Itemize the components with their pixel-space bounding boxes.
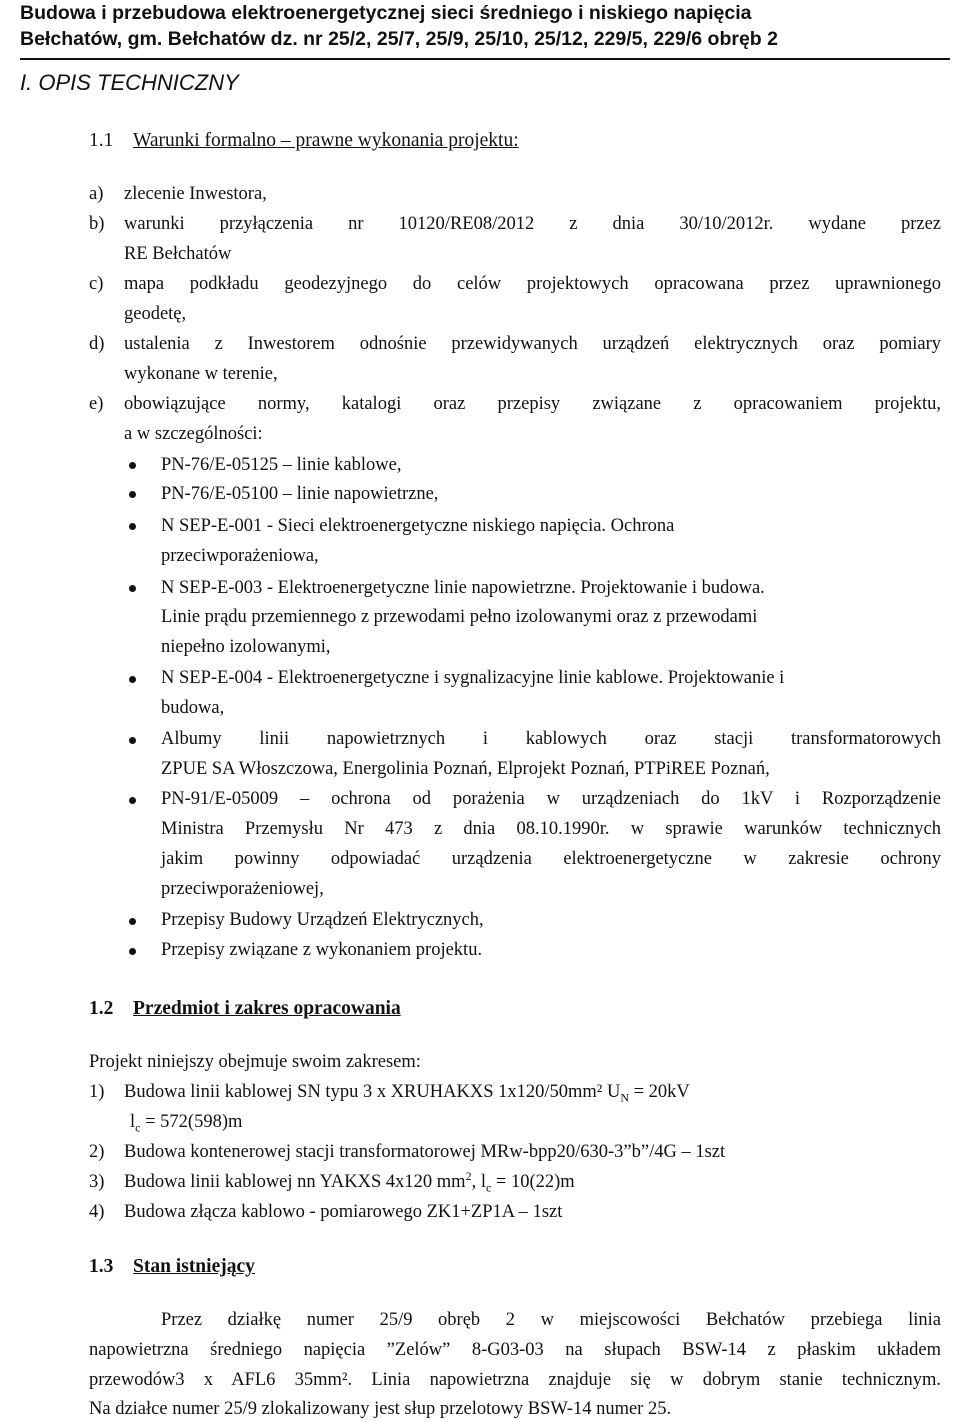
heading-title: Stan istniejący [133, 1256, 255, 1277]
bullet-dot [129, 462, 136, 469]
bullet-line: PN-76/E-05100 – linie napowietrzne, [161, 484, 439, 504]
superscript: 2 [465, 1168, 472, 1183]
list-label: e) [89, 394, 104, 414]
bullet-dot [129, 918, 136, 925]
scope-tail: = 10(22)m [491, 1172, 575, 1192]
list-label: 1) [89, 1082, 105, 1102]
bullet-line: N SEP-E-003 - Elektroenergetyczne linie napowietrzne. Projektowanie i budowa. [161, 578, 765, 598]
paragraph-line: przewodów3 x AFL6 35mm². Linia napowietrzna znajduje się w dobrym stanie technicznym. [89, 1370, 941, 1390]
scope-item-2: Budowa kontenerowej stacji transformatorowej MRw-bpp20/630-3”b”/4G – 1szt [124, 1142, 726, 1162]
list-item-line: obowiązujące normy, katalogi oraz przepisy związane z opracowaniem projektu, [124, 394, 941, 414]
list-item-line: mapa podkładu geodezyjnego do celów projektowych opracowana przez uprawnionego [124, 274, 941, 294]
bullet-dot [129, 737, 136, 744]
scope-item-1-length [130, 1110, 242, 1134]
header-rule [20, 58, 950, 60]
paragraph-line: Przez działkę numer 25/9 obręb 2 w miejscowości Bełchatów przebiega linia [161, 1310, 941, 1330]
list-label: 2) [89, 1142, 105, 1162]
bullet-dot [129, 585, 136, 592]
bullet-line: PN-76/E-05125 – linie kablowe, [161, 455, 402, 475]
heading-number: 1.2 [89, 998, 114, 1019]
subscript: N [620, 1090, 629, 1105]
bullet-line: Linie prądu przemiennego z przewodami pełno izolowanymi oraz z przewodami [161, 607, 758, 627]
header-line-2: Bełchatów, gm. Bełchatów dz. nr 25/2, 25/7, 25/9, 25/10, 25/12, 229/5, 229/6 obręb 2 [20, 28, 778, 50]
list-label: 4) [89, 1202, 105, 1222]
bullet-line: Przepisy związane z wykonaniem projektu. [161, 940, 483, 960]
scope-text: Budowa linii kablowej SN typu 3 x XRUHAKXS 1x120/50mm² U [124, 1082, 621, 1102]
list-item-line: a w szczególności: [124, 424, 263, 444]
bullet-line: przeciwporażeniowej, [161, 879, 324, 899]
scope-item-4: Budowa złącza kablowo - pomiarowego ZK1+ZP1A – 1szt [124, 1202, 563, 1222]
bullet-dot [129, 676, 136, 683]
scope-tail: = 20kV [628, 1082, 690, 1102]
bullet-line: jakim powinny odpowiadać urządzenia elektroenergetyczne w zakresie ochrony [161, 849, 941, 869]
list-item-line: zlecenie Inwestora, [124, 184, 267, 204]
heading-1-2 [89, 998, 401, 1020]
scope-text: l [130, 1112, 136, 1132]
scope-tail: = 572(598)m [140, 1112, 243, 1132]
bullet-dot [129, 491, 136, 498]
list-label: d) [89, 334, 105, 354]
scope-mid: , l [471, 1172, 486, 1192]
list-item-line: ustalenia z Inwestorem odnośnie przewidywanych urządzeń elektrycznych oraz pomiary [124, 334, 941, 354]
subscript: c [135, 1120, 141, 1135]
header-line-1: Budowa i przebudowa elektroenergetycznej sieci średniego i niskiego napięcia [20, 2, 752, 24]
paragraph-line: Na działce numer 25/9 zlokalizowany jest słup przelotowy BSW-14 numer 25. [89, 1399, 672, 1419]
subscript: c [485, 1180, 492, 1195]
bullet-line: N SEP-E-001 - Sieci elektroenergetyczne niskiego napięcia. Ochrona [161, 516, 675, 536]
list-item-line: RE Bełchatów [124, 244, 232, 264]
list-item-line: warunki przyłączenia nr 10120/RE08/2012 z dnia 30/10/2012r. wydane przez [124, 214, 941, 234]
list-item-line: wykonane w terenie, [124, 364, 278, 384]
bullet-line: budowa, [161, 698, 225, 718]
scope-item-3 [124, 1170, 575, 1194]
paragraph-line: napowietrzna średniego napięcia ”Zelów” 8-G03-03 na słupach BSW-14 z płaskim układem [89, 1340, 941, 1360]
document-header [20, 0, 950, 60]
bullet-line: Ministra Przemysłu Nr 473 z dnia 08.10.1990r. w sprawie warunków technicznych [161, 819, 941, 839]
bullet-line: przeciwporażeniowa, [161, 546, 319, 566]
scope-item-1 [124, 1080, 690, 1104]
bullet-dot [129, 948, 136, 955]
heading-title: Warunki formalno – prawne wykonania projektu: [133, 130, 519, 151]
heading-1-1 [89, 130, 519, 152]
bullet-line: Przepisy Budowy Urządzeń Elektrycznych, [161, 910, 484, 930]
section-title: I. OPIS TECHNICZNY [20, 70, 239, 95]
bullet-line: PN-91/E-05009 – ochrona od porażenia w urządzeniach do 1kV i Rozporządzenie [161, 789, 941, 809]
list-label: c) [89, 274, 104, 294]
heading-1-3 [89, 1256, 255, 1278]
heading-number: 1.1 [89, 130, 114, 151]
scope-text: Budowa linii kablowej nn YAKXS 4x120 mm [124, 1172, 466, 1192]
scope-intro: Projekt niniejszy obejmuje swoim zakresem: [89, 1052, 421, 1072]
heading-title: Przedmiot i zakres opracowania [133, 998, 401, 1019]
bullet-line: ZPUE SA Włoszczowa, Energolinia Poznań, Elprojekt Poznań, PTPiREE Poznań, [161, 759, 770, 779]
list-label: 3) [89, 1172, 105, 1192]
list-label: b) [89, 214, 105, 234]
heading-number: 1.3 [89, 1256, 114, 1277]
bullet-dot [129, 523, 136, 530]
list-item-line: geodetę, [124, 304, 187, 324]
bullet-dot [129, 797, 136, 804]
bullet-line: niepełno izolowanymi, [161, 637, 331, 657]
bullet-line: N SEP-E-004 - Elektroenergetyczne i sygnalizacyjne linie kablowe. Projektowanie i [161, 668, 785, 688]
bullet-line: Albumy linii napowietrznych i kablowych oraz stacji transformatorowych [161, 729, 941, 749]
list-label: a) [89, 184, 104, 204]
